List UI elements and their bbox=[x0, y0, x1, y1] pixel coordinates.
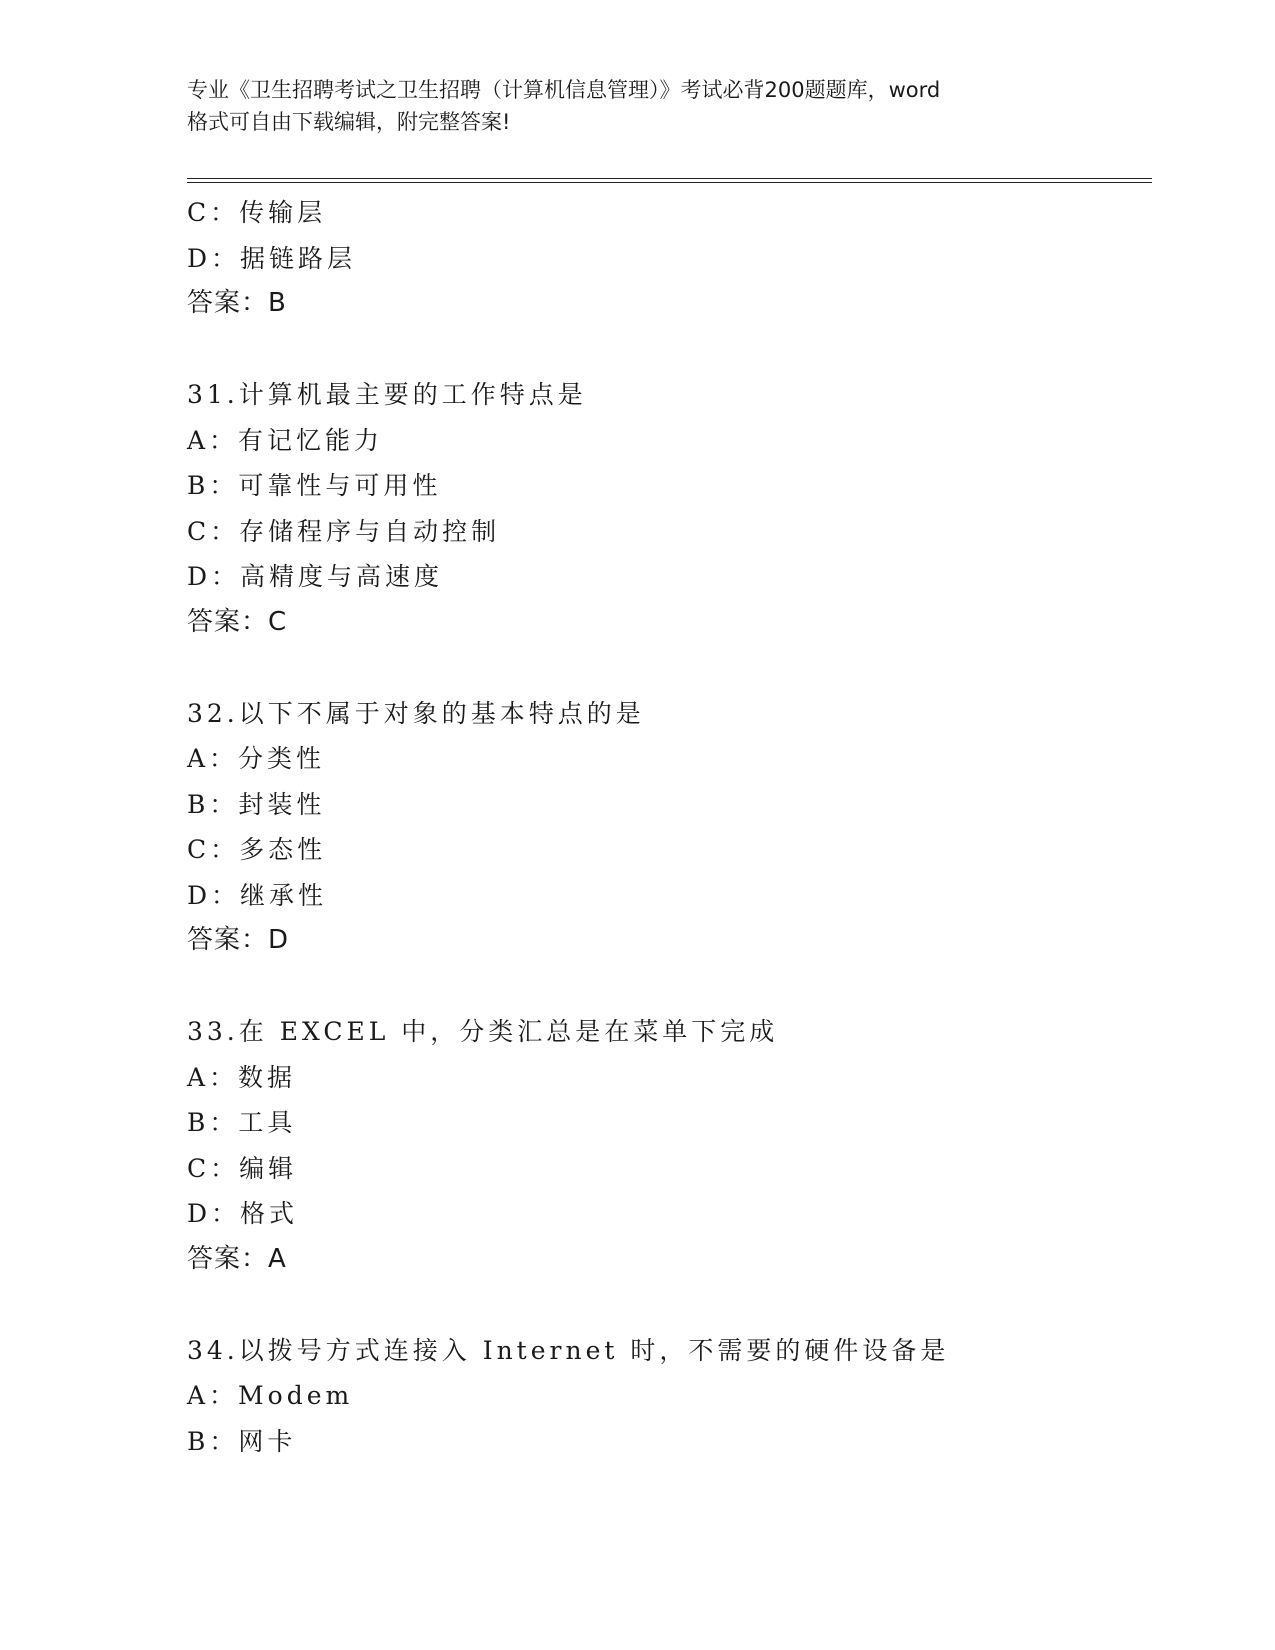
option-d: D：据链路层 bbox=[187, 243, 357, 273]
option-b: B：封装性 bbox=[187, 789, 326, 819]
question-stem: 31.计算机最主要的工作特点是 bbox=[187, 380, 587, 409]
option-a: A：数据 bbox=[187, 1062, 297, 1092]
header-title-line-1: 专业《卫生招聘考试之卫生招聘（计算机信息管理）》考试必背200题题库，word bbox=[187, 78, 941, 102]
header-title-line-2: 格式可自由下载编辑，附完整答案! bbox=[187, 110, 511, 134]
question-stem: 32.以下不属于对象的基本特点的是 bbox=[187, 698, 645, 728]
question-list bbox=[187, 190, 1147, 1464]
option-a: A：分类性 bbox=[187, 744, 326, 773]
answer-line: 答案：C bbox=[187, 606, 288, 637]
answer-line: 答案：A bbox=[187, 1243, 287, 1274]
answer-line: 答案：B bbox=[187, 288, 287, 318]
option-c: C：编辑 bbox=[187, 1153, 298, 1183]
option-c: C：存储程序与自动控制 bbox=[187, 516, 501, 546]
question-block-34 bbox=[187, 1328, 1147, 1465]
option-c: C：多态性 bbox=[187, 835, 327, 864]
spacer bbox=[187, 1282, 1147, 1328]
option-d: D：继承性 bbox=[187, 880, 328, 910]
option-b: B：工具 bbox=[187, 1108, 297, 1137]
spacer bbox=[187, 327, 1147, 373]
question-block-33 bbox=[187, 1009, 1147, 1282]
question-stem: 34.以拨号方式连接入 Internet 时，不需要的硬件设备是 bbox=[187, 1335, 950, 1365]
option-c: C：传输层 bbox=[187, 198, 327, 227]
header-divider-bottom bbox=[187, 182, 1152, 183]
spacer bbox=[187, 645, 1147, 691]
question-block-31 bbox=[187, 372, 1147, 645]
option-a: A：有记忆能力 bbox=[187, 425, 384, 455]
question-block-partial bbox=[187, 190, 1147, 327]
option-d: D：格式 bbox=[187, 1199, 299, 1228]
option-b: B：网卡 bbox=[187, 1426, 297, 1456]
option-d: D：高精度与高速度 bbox=[187, 562, 444, 591]
question-stem: 33.在 EXCEL 中，分类汇总是在菜单下完成 bbox=[187, 1017, 779, 1046]
option-b: B：可靠性与可用性 bbox=[187, 471, 442, 500]
option-a: A：Modem bbox=[187, 1381, 354, 1410]
question-block-32 bbox=[187, 691, 1147, 964]
spacer bbox=[187, 964, 1147, 1010]
header-divider-top bbox=[187, 178, 1152, 179]
answer-line: 答案：D bbox=[187, 925, 290, 955]
document-header bbox=[187, 74, 1087, 138]
